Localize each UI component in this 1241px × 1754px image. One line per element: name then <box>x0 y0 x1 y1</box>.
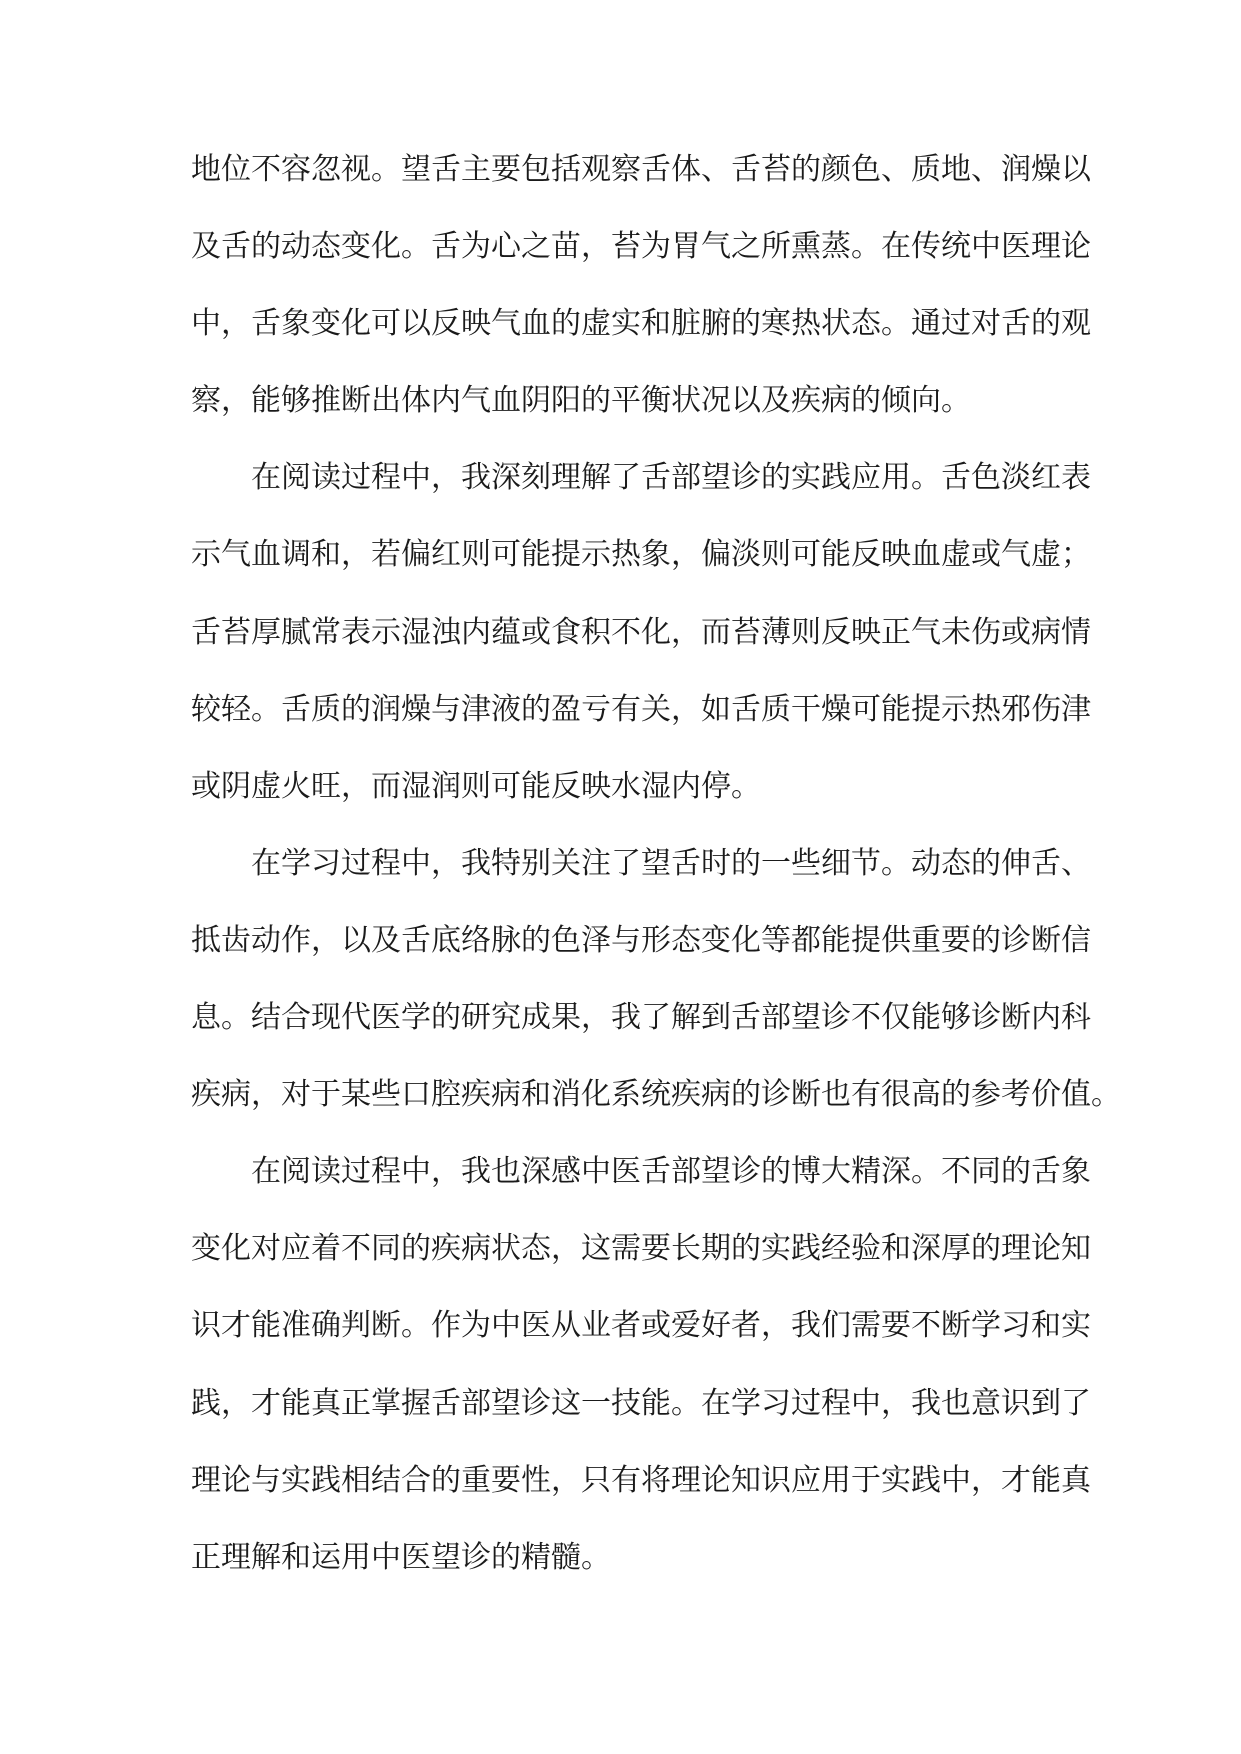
text-line: 理论与实践相结合的重要性，只有将理论知识应用于实践中，才能真 <box>191 1462 1091 1498</box>
text-line: 察，能够推断出体内气血阴阳的平衡状况以及疾病的倾向。 <box>191 383 971 419</box>
body-text <box>191 148 1121 1613</box>
text-line: 在阅读过程中，我也深感中医舌部望诊的博大精深。不同的舌象 <box>251 1154 1091 1190</box>
text-line: 息。结合现代医学的研究成果，我了解到舌部望诊不仅能够诊断内科 <box>191 1000 1091 1036</box>
text-line: 中，舌象变化可以反映气血的虚实和脏腑的寒热状态。通过对舌的观 <box>191 306 1091 342</box>
text-line: 变化对应着不同的疾病状态，这需要长期的实践经验和深厚的理论知 <box>191 1231 1091 1267</box>
paragraph <box>191 842 1121 1150</box>
text-line: 及舌的动态变化。舌为心之苗，苔为胃气之所熏蒸。在传统中医理论 <box>191 229 1091 265</box>
paragraph <box>191 148 1091 456</box>
paragraph <box>191 1150 1091 1613</box>
text-line: 地位不容忽视。望舌主要包括观察舌体、舌苔的颜色、质地、润燥以 <box>191 152 1091 187</box>
text-line: 疾病，对于某些口腔疾病和消化系统疾病的诊断也有很高的参考价值。 <box>191 1077 1121 1113</box>
text-line: 较轻。舌质的润燥与津液的盈亏有关，如舌质干燥可能提示热邪伤津 <box>191 691 1091 727</box>
text-line: 识才能准确判断。作为中医从业者或爱好者，我们需要不断学习和实 <box>191 1308 1091 1344</box>
text-line: 抵齿动作，以及舌底络脉的色泽与形态变化等都能提供重要的诊断信 <box>191 922 1091 958</box>
paragraph <box>191 456 1091 841</box>
text-line: 正理解和运用中医望诊的精髓。 <box>191 1539 611 1575</box>
text-line: 在阅读过程中，我深刻理解了舌部望诊的实践应用。舌色淡红表 <box>251 460 1091 496</box>
text-line: 示气血调和，若偏红则可能提示热象，偏淡则可能反映血虚或气虚； <box>191 537 1091 573</box>
text-line: 或阴虚火旺，而湿润则可能反映水湿内停。 <box>191 768 761 804</box>
text-line: 践，才能真正掌握舌部望诊这一技能。在学习过程中，我也意识到了 <box>191 1385 1091 1421</box>
text-line: 舌苔厚腻常表示湿浊内蕴或食积不化，而苔薄则反映正气未伤或病情 <box>191 614 1091 650</box>
text-line: 在学习过程中，我特别关注了望舌时的一些细节。动态的伸舌、 <box>251 845 1091 881</box>
